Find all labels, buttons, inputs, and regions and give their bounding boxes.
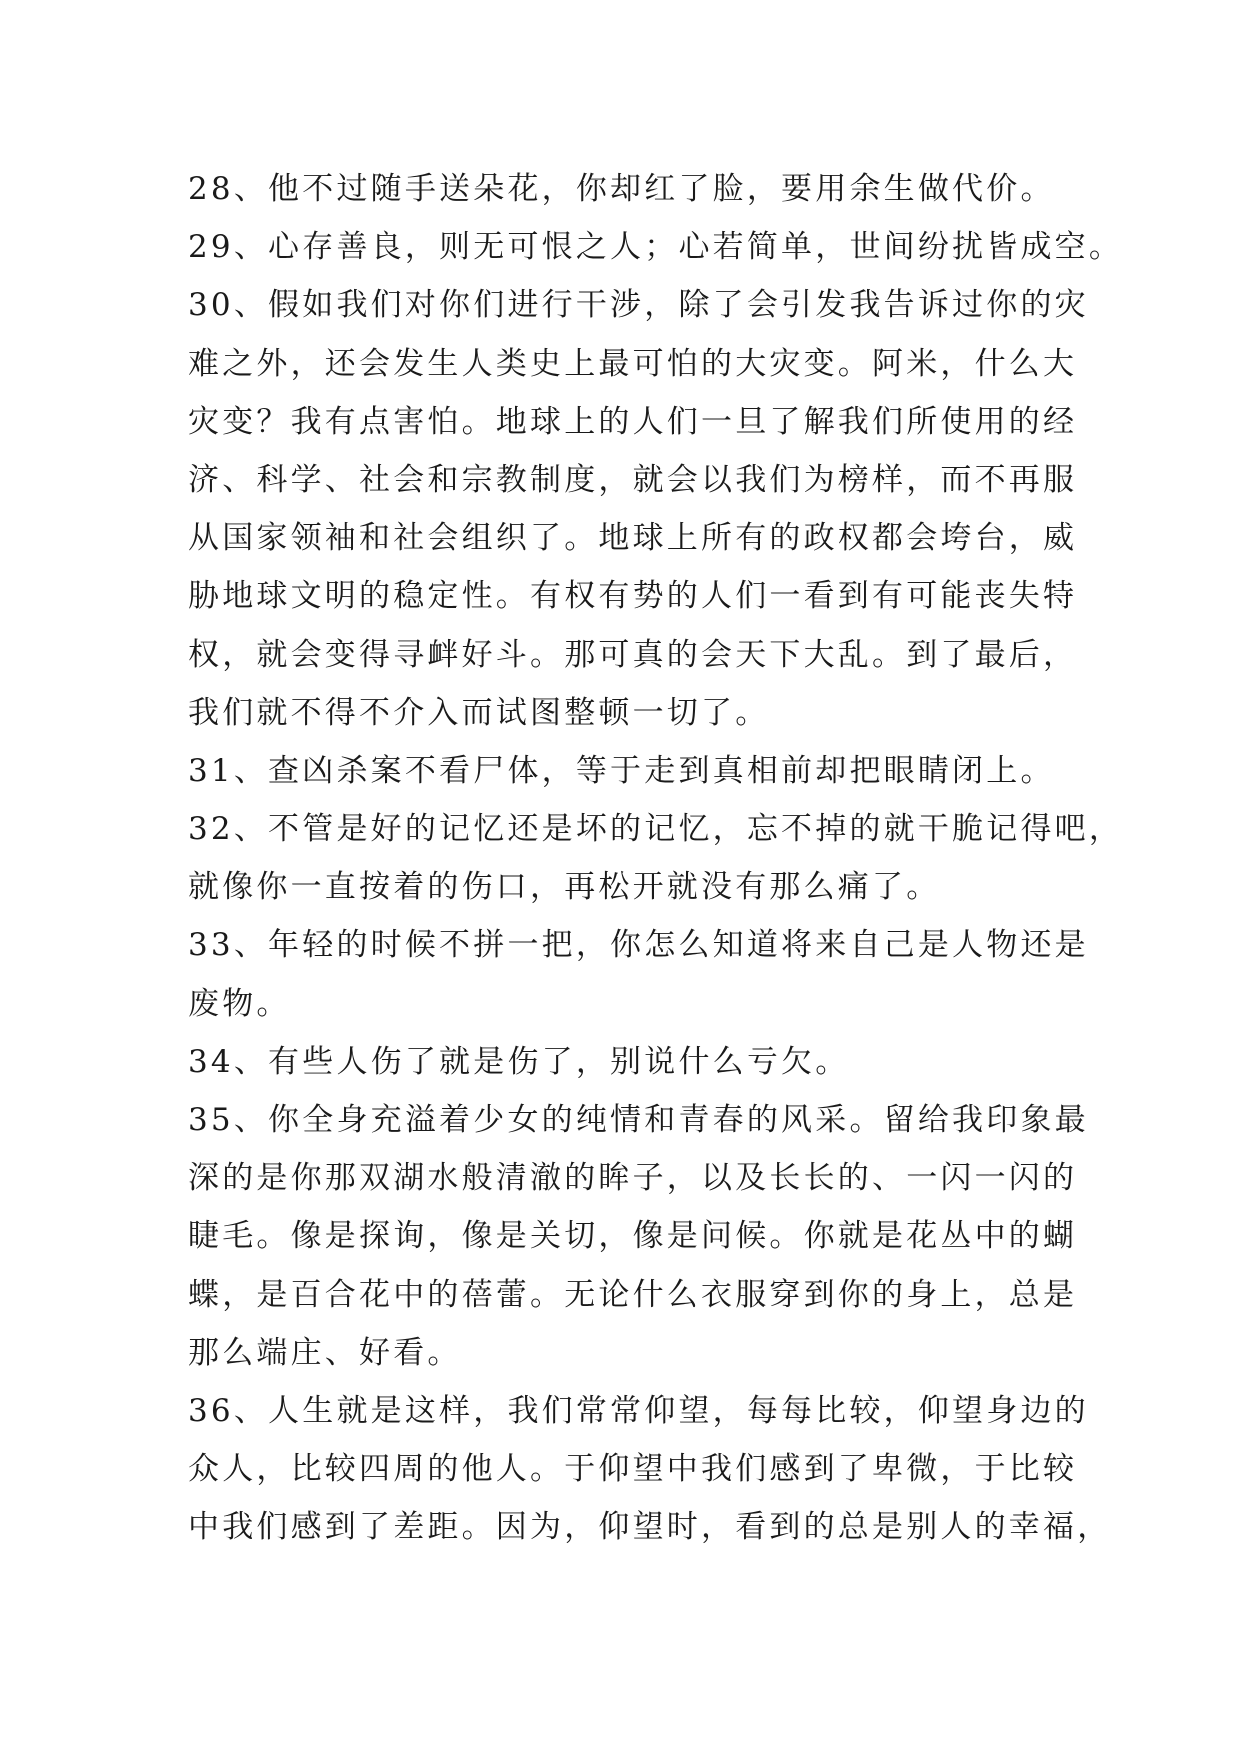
text-line: 那么端庄、好看。	[188, 1334, 462, 1371]
text-line: 众人，比较四周的他人。于仰望中我们感到了卑微，于比较	[188, 1451, 1078, 1488]
text-line: 34、有些人伤了就是伤了，别说什么亏欠。	[188, 1043, 850, 1080]
document-body	[188, 160, 1124, 1557]
text-line: 30、假如我们对你们进行干涉，除了会引发我告诉过你的灾	[188, 287, 1089, 324]
text-line: 权，就会变得寻衅好斗。那可真的会天下大乱。到了最后，	[188, 636, 1078, 673]
text-line: 31、查凶杀案不看尸体，等于走到真相前却把眼睛闭上。	[188, 752, 1055, 789]
text-line: 睫毛。像是探询，像是关切，像是问候。你就是花丛中的蝴	[188, 1218, 1078, 1255]
text-line: 灾变？我有点害怕。地球上的人们一旦了解我们所使用的经	[188, 403, 1078, 440]
text-line: 难之外，还会发生人类史上最可怕的大灾变。阿米，什么大	[188, 345, 1078, 382]
text-line: 中我们感到了差距。因为，仰望时，看到的总是别人的幸福，	[188, 1509, 1112, 1546]
text-line: 深的是你那双湖水般清澈的眸子，以及长长的、一闪一闪的	[188, 1160, 1078, 1197]
text-line: 我们就不得不介入而试图整顿一切了。	[188, 694, 770, 731]
text-line: 胁地球文明的稳定性。有权有势的人们一看到有可能丧失特	[188, 578, 1078, 615]
text-line: 从国家领袖和社会组织了。地球上所有的政权都会垮台，威	[188, 520, 1078, 557]
text-line: 蝶，是百合花中的蓓蕾。无论什么衣服穿到你的身上，总是	[188, 1276, 1078, 1313]
text-line: 废物。	[188, 985, 291, 1022]
text-line: 济、科学、社会和宗教制度，就会以我们为榜样，而不再服	[188, 461, 1078, 498]
text-line: 36、人生就是这样，我们常常仰望，每每比较，仰望身边的	[188, 1392, 1089, 1429]
text-line: 33、年轻的时候不拼一把，你怎么知道将来自己是人物还是	[188, 927, 1089, 964]
text-line: 29、心存善良，则无可恨之人；心若简单，世间纷扰皆成空。	[188, 229, 1124, 266]
text-line: 28、他不过随手送朵花，你却红了脸，要用余生做代价。	[188, 171, 1055, 207]
text-line: 就像你一直按着的伤口，再松开就没有那么痛了。	[188, 869, 941, 906]
text-line: 35、你全身充溢着少女的纯情和青春的风采。留给我印象最	[188, 1102, 1089, 1138]
text-line: 32、不管是好的记忆还是坏的记忆，忘不掉的就干脆记得吧，	[188, 811, 1124, 848]
